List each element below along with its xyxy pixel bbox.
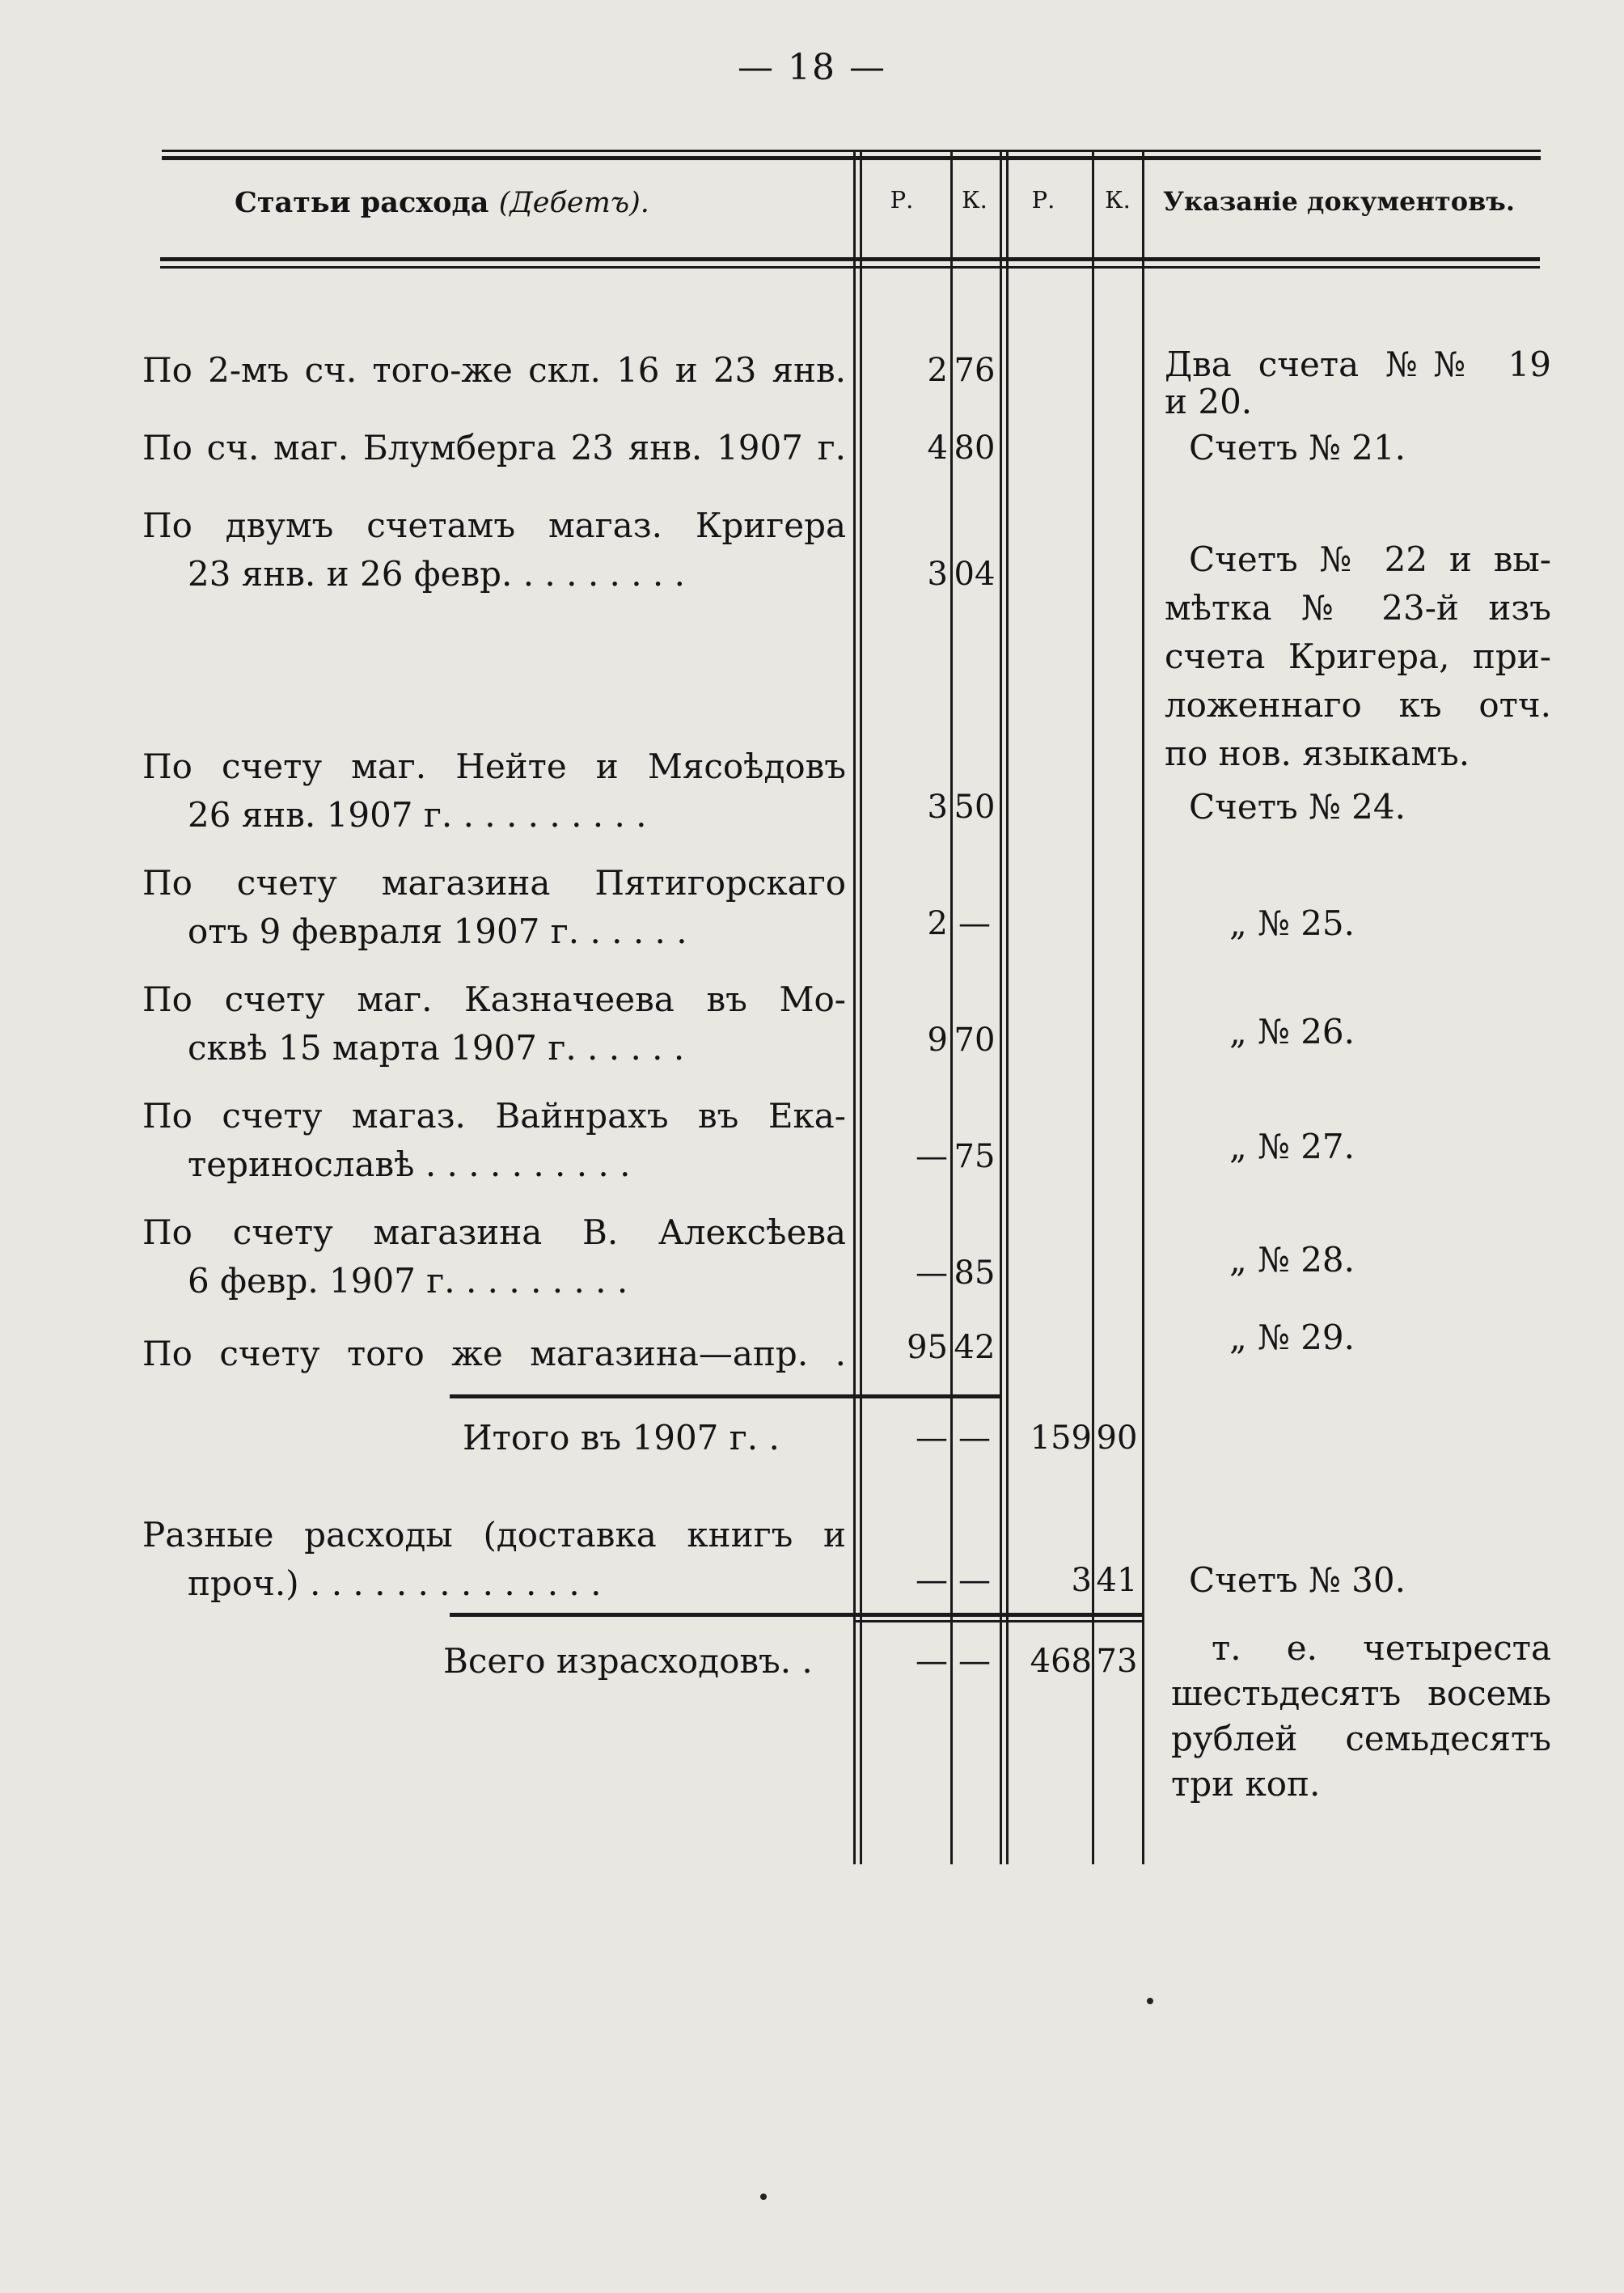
total-rule-thin: [853, 1620, 1142, 1622]
row-kopecks: 42: [954, 1329, 996, 1366]
subtotal-kopecks-2: 90: [1096, 1419, 1138, 1457]
row-rubles: 3: [927, 789, 948, 826]
row-document: „ № 28.: [1229, 1240, 1355, 1280]
header-top-rule: [162, 156, 1541, 160]
row-document: „ № 25.: [1229, 903, 1355, 943]
row-rubles: 95: [907, 1329, 948, 1366]
row-description: По счету того же магазина—апр. .: [142, 1334, 846, 1373]
total-in-words: т. е. четыреста: [1212, 1628, 1551, 1668]
total-in-words: шестьдесятъ восемь: [1171, 1673, 1551, 1713]
header-bottom-rule: [160, 257, 1540, 261]
row-kopecks-2: 41: [1096, 1562, 1138, 1599]
total-kopecks-1: —: [958, 1643, 991, 1680]
subtotal-rubles-2: 159: [1030, 1419, 1092, 1457]
total-in-words: три коп.: [1171, 1764, 1321, 1804]
row-rubles: 2: [927, 905, 948, 942]
row-document: счета Кригера, при-: [1165, 637, 1551, 676]
row-kopecks: 80: [954, 429, 996, 467]
row-document: Счетъ № 21.: [1189, 428, 1406, 467]
column-divider: [950, 150, 953, 1864]
header-kopecks-1: К.: [962, 186, 988, 214]
total-in-words: рублей семьдесятъ: [1171, 1719, 1551, 1758]
row-document: Счетъ № 22 и вы-: [1189, 539, 1551, 579]
row-rubles: 3: [927, 556, 948, 593]
subtotal-label: Итого въ 1907 г. .: [463, 1418, 780, 1457]
row-kopecks: 70: [954, 1022, 996, 1059]
row-kopecks: 85: [954, 1254, 996, 1292]
total-kopecks-2: 73: [1096, 1643, 1138, 1680]
row-description: По двумъ счетамъ магаз. Кригера: [142, 506, 846, 545]
column-divider: [853, 150, 856, 1864]
column-divider: [860, 150, 862, 1864]
row-document: ложеннаго къ отч.: [1165, 685, 1551, 725]
row-description: По счету магазина В. Алексѣева: [142, 1212, 846, 1252]
row-description-cont: отъ 9 февраля 1907 г. . . . . .: [188, 912, 687, 951]
row-description: По счету маг. Казначеева въ Мо-: [142, 979, 846, 1019]
row-rubles: 9: [927, 1022, 948, 1059]
row-description: По сч. маг. Блумберга 23 янв. 1907 г.: [142, 428, 846, 467]
row-description-cont: 23 янв. и 26 февр. . . . . . . . .: [188, 554, 685, 594]
row-document: „ № 26.: [1229, 1012, 1355, 1051]
total-rubles-2: 468: [1030, 1643, 1092, 1680]
print-speck: [760, 2194, 767, 2200]
row-description: По счету магазина Пятигорскаго: [142, 863, 846, 903]
header-expense-items: Статьи расхода (Дебетъ).: [235, 186, 649, 219]
row-rubles-1: —: [916, 1562, 948, 1599]
row-document: Счетъ № 30.: [1189, 1560, 1406, 1600]
row-kopecks: —: [958, 905, 991, 942]
column-divider: [1092, 150, 1094, 1864]
row-document: Два счета №№ 19: [1165, 345, 1551, 384]
subtotal-rubles-1: —: [916, 1419, 948, 1457]
header-documents: Указаніе документовъ.: [1163, 186, 1515, 217]
row-rubles: —: [916, 1138, 948, 1175]
header-bottom-rule-thin: [160, 266, 1540, 269]
total-rule: [450, 1613, 1142, 1617]
row-rubles-2: 3: [1071, 1562, 1092, 1599]
row-rubles: 4: [927, 429, 948, 467]
row-kopecks: 75: [954, 1138, 996, 1175]
row-kopecks: 50: [954, 789, 996, 826]
row-document: Счетъ № 24.: [1189, 787, 1406, 827]
row-kopecks: 04: [954, 556, 996, 593]
column-divider: [1000, 150, 1002, 1864]
row-description-cont: теринославѣ . . . . . . . . . .: [188, 1144, 631, 1184]
row-rubles: 2: [927, 352, 948, 389]
total-label: Всего израсходовъ. .: [443, 1641, 813, 1681]
row-description: По счету магаз. Вайнрахъ въ Ека-: [142, 1096, 846, 1136]
row-document: „ № 29.: [1229, 1318, 1355, 1357]
header-top-rule-thin: [162, 150, 1541, 152]
subtotal-kopecks-1: —: [958, 1419, 991, 1457]
row-document: „ № 27.: [1229, 1127, 1355, 1166]
row-description-cont: сквѣ 15 марта 1907 г. . . . . .: [188, 1028, 685, 1068]
row-document: и 20.: [1165, 382, 1253, 421]
subtotal-rule: [450, 1394, 1000, 1398]
row-description-cont: 26 янв. 1907 г. . . . . . . . . .: [188, 795, 647, 835]
row-document: мѣтка № 23-й изъ: [1165, 588, 1551, 628]
row-kopecks: 76: [954, 352, 996, 389]
row-description-cont: 6 февр. 1907 г. . . . . . . . .: [188, 1261, 628, 1301]
row-description-cont: проч.) . . . . . . . . . . . . . .: [188, 1563, 602, 1603]
header-rubles-1: Р.: [890, 186, 914, 214]
column-divider: [1006, 150, 1009, 1864]
print-speck: [1147, 1998, 1153, 2004]
row-rubles: —: [916, 1254, 948, 1292]
row-description: По счету маг. Нейте и Мясоѣдовъ: [142, 747, 846, 786]
header-rubles-2: Р.: [1031, 186, 1055, 214]
total-rubles-1: —: [916, 1643, 948, 1680]
page-number: — 18 —: [738, 47, 886, 88]
row-kopecks-1: —: [958, 1562, 991, 1599]
row-document: по нов. языкамъ.: [1165, 734, 1470, 773]
header-kopecks-2: К.: [1105, 186, 1131, 214]
row-description: По 2-мъ сч. того-же скл. 16 и 23 янв.: [142, 350, 846, 390]
row-description: Разные расходы (доставка книгъ и: [142, 1515, 846, 1555]
column-divider: [1142, 150, 1144, 1864]
